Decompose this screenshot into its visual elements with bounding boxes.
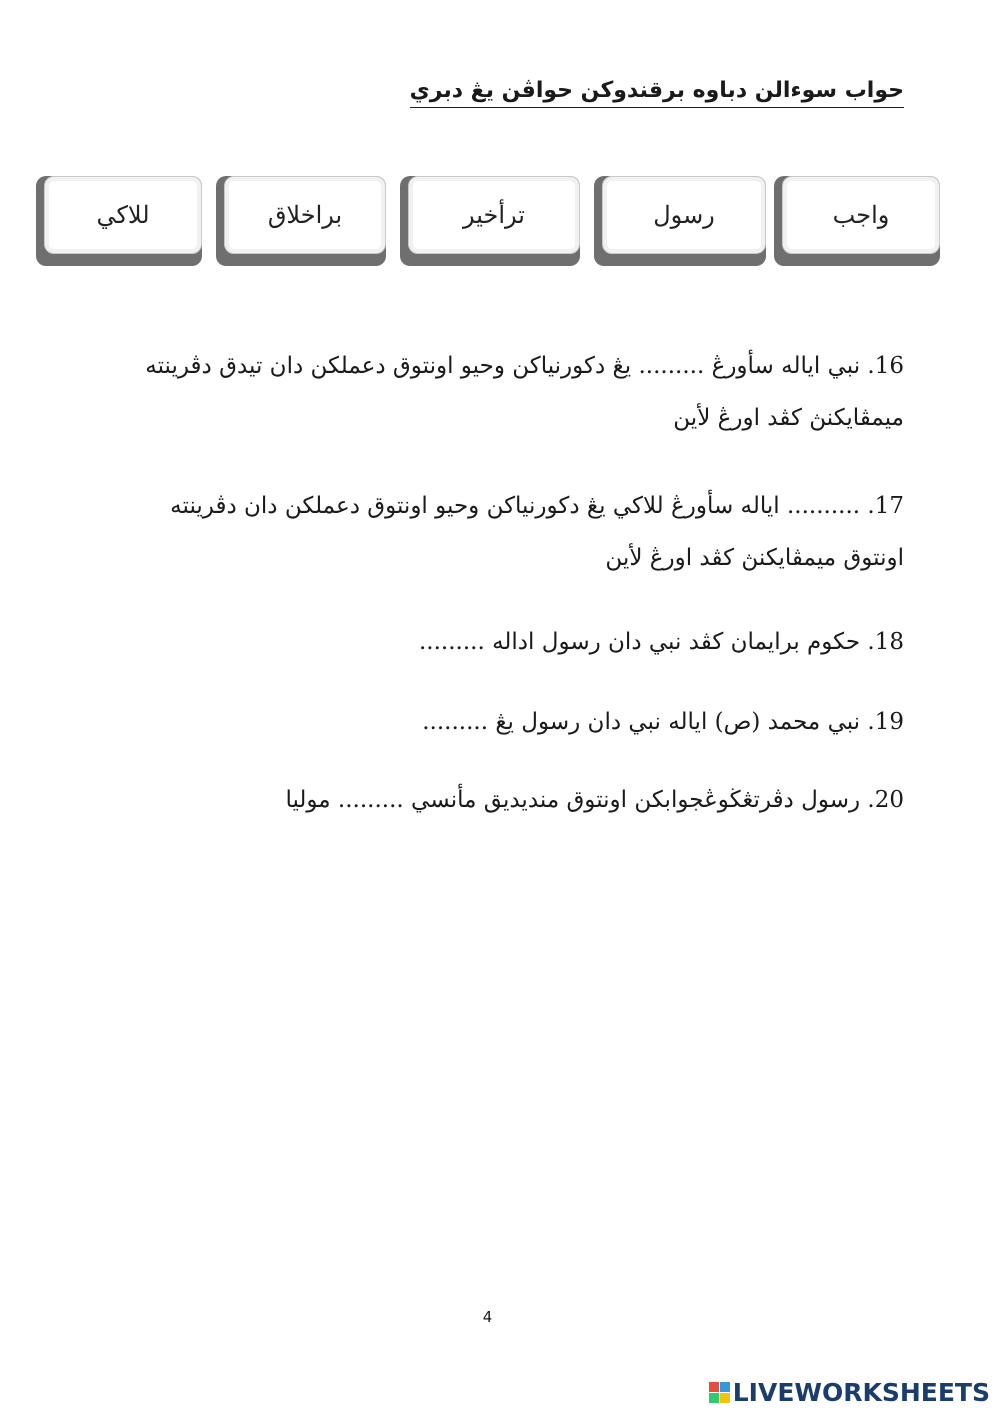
- question-item: [124, 480, 904, 584]
- word-card[interactable]: [774, 176, 940, 266]
- question-item: [124, 616, 904, 668]
- word-card[interactable]: [216, 176, 386, 266]
- word-card[interactable]: [36, 176, 202, 266]
- question-text: نبي اياله سأورڠ ......... يڠ دكورنياكن وحيو اونتوق دعملكن دان تيدق دڤرينته ميمڤايكنڽ كڤد اورڠ لأين: [145, 353, 904, 431]
- word-card-label: ترأخير: [408, 176, 580, 254]
- liveworksheets-logo-icon: [709, 1382, 730, 1403]
- question-text: حكوم برايمان كڤد نبي دان رسول اداله .........: [418, 629, 861, 655]
- question-item: [124, 774, 904, 826]
- page-number: 4: [482, 1308, 493, 1326]
- question-number: 17.: [867, 493, 904, 519]
- word-card-label: رسول: [602, 176, 766, 254]
- question-text: نبي محمد (ص) اياله نبي دان رسول يڠ .........: [422, 709, 861, 735]
- question-number: 19.: [867, 709, 904, 735]
- question-number: 20.: [867, 787, 904, 813]
- question-item: [124, 696, 904, 748]
- question-text: رسول دڤرتڠڬوڠجوابكن اونتوق منديديق مأنسي ......... موليا: [285, 787, 861, 813]
- word-bank: [0, 0, 1000, 300]
- word-card-label: للاكي: [44, 176, 202, 254]
- watermark-text: LIVEWORKSHEETS: [732, 1378, 990, 1407]
- question-number: 18.: [867, 629, 904, 655]
- question-text: .......... اياله سأورڠ للاكي يڠ دكورنياكن وحيو اونتوق دعملكن دان دڤرينته اونتوق ميمڤايكنڽ كڤد اورڠ لأين: [170, 493, 904, 571]
- question-item: [124, 340, 904, 444]
- word-card-label: براخلاق: [224, 176, 386, 254]
- word-card[interactable]: [400, 176, 580, 266]
- page-title: حواب سوءالن دباوه برقندوكن حواڤن يڠ دبري: [410, 78, 904, 108]
- word-card-label: واجب: [782, 176, 940, 254]
- watermark: [709, 1378, 990, 1407]
- question-number: 16.: [867, 353, 904, 379]
- word-card[interactable]: [594, 176, 766, 266]
